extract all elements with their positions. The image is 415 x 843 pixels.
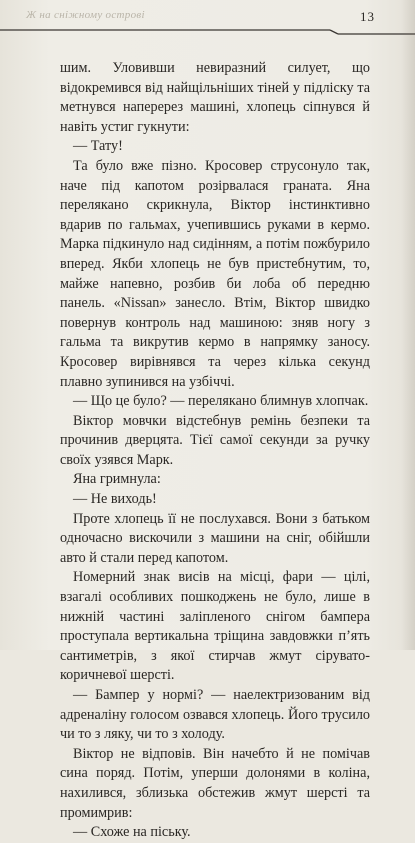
body-text (60, 59, 370, 843)
running-title-band (0, 4, 330, 26)
page-number: 13 (360, 9, 375, 24)
paragraph: Віктор не відповів. Він начебто й не помічав сина поряд. Потім, уперши долонями в коліна, нахилився, зблизька обстежив жмут шерсті та промимрив: (60, 745, 370, 821)
paragraph: — Тату! (73, 138, 123, 155)
page-edge-shadow (401, 0, 415, 650)
paragraph: шим. Уловивши невиразний силует, що відокремився від найщільніших тіней у підліску та метнувся наперерез машині, хлопець сіпнувся й навіть устиг гукнути: (60, 60, 370, 135)
running-title: Ж на сніжному острові (26, 9, 145, 21)
paragraph: Номерний знак висів на місці, фари — цілі, взагалі особливих пошкоджень не було, лише в нижній частині заліпленого снігом бампера проступала вертикальна тріщина завдовжки п’ять сантиметрів, з якої стирчав жмут сірувато-коричневої шерсті. (60, 569, 370, 684)
paragraph: Віктор мовчки відстебнув ремінь безпеки та прочинив дверцята. Тієї самої секунди за ручку своїх узявся Марк. (60, 412, 370, 468)
paragraph: Проте хлопець її не послухався. Вони з батьком одночасно вискочили з машини на сніг, обійшли авто й стали перед капотом. (60, 510, 370, 566)
paragraph: — Схоже на піську. (73, 824, 191, 841)
paragraph: — Що це було? — перелякано блимнув хлопчак. (73, 393, 369, 410)
header-rule (0, 28, 415, 36)
paragraph: — Не виходь! (73, 491, 157, 508)
paragraph: Та було вже пізно. Кросовер струсонуло так, наче під капотом розірвалася граната. Яна перелякано скрикнула, Віктор інстинктивно вдарив по гальмах, учепившись руками в кермо. Марка підкинуло над сидінням, а потім пожбурило вперед. Якби хлопець не був пристебнутим, то, майже напевно, розбив би лоба об передню панель. «Nissan» занесло. Втім, Віктор швидко повернув контроль над машиною: зняв ногу з гальма та викрутив кермо в напрямку заносу. Кросовер вирівнявся та через кілька секунд плавно зупинився на узбіччі. (60, 157, 370, 390)
paragraph: Яна гримнула: (73, 471, 161, 488)
paragraph: — Бампер у нормі? — наелектризованим від адреналіну голосом озвався хлопець. Його трусило чи то з ляку, чи то з холоду. (60, 687, 370, 743)
page-header (0, 0, 415, 36)
